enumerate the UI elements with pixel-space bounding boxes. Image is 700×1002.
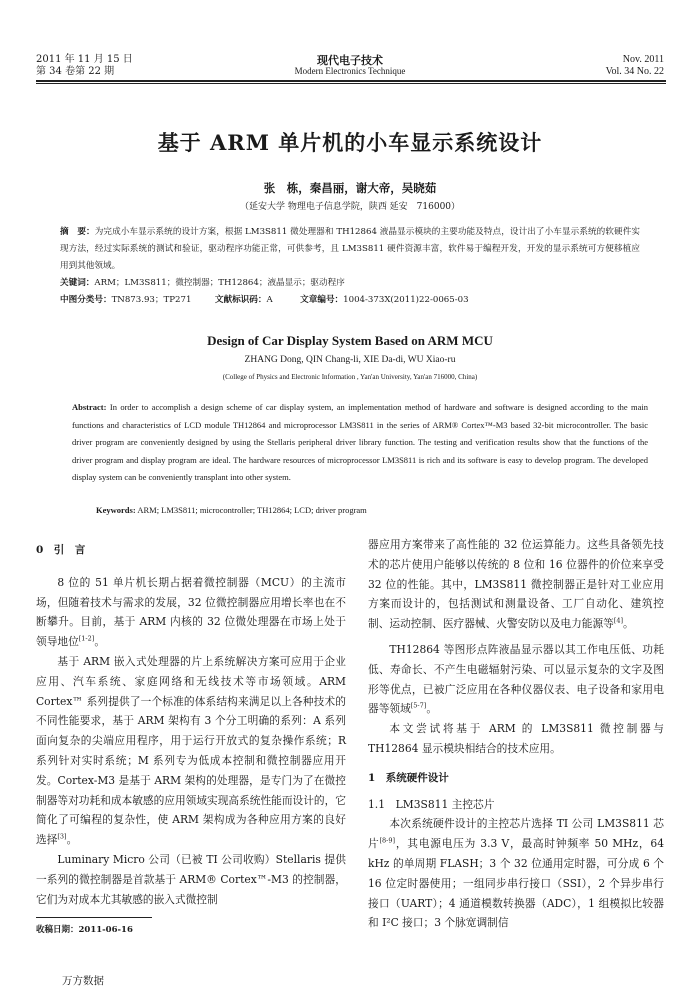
section-heading-hardware: 1 系统硬件设计 (368, 771, 449, 784)
left-column (36, 541, 346, 909)
paragraph-chip: 本次系统硬件设计的主控芯片选择 TI 公司 LM3S811 芯片[8-9]，其电源电压为 3.3 V，最高时钟频率 50 MHz，64 kHz 的单周期 FLASH；3 个 32 位通用定时器，可分成 6 个 16 位定时器使用；一组同步串行接口（SSI），2 个异步串行接口（UART）；4 通道模数转换器（ADC），1 组模拟比较器和 I²C 接口；3 个脉宽调制信 (368, 817, 664, 930)
watermark-footer: 万方数据 (62, 975, 104, 987)
citation-ref: [5-7] (410, 701, 427, 710)
classification-line (60, 293, 660, 305)
subsection-heading-chip: 1.1 LM3S811 主控芯片 (368, 797, 495, 811)
journal-name-en: Modern Electronics Technique (294, 66, 406, 76)
footnote-rule (36, 917, 152, 918)
keywords-en-text: ARM; LM3S811; microcontroller; TH12864; LCD; driver program (135, 505, 367, 515)
keywords-en-label: Keywords: (96, 505, 136, 515)
paragraph-intro-3: Luminary Micro 公司（已被 TI 公司收购）Stellaris 提供一系列的微控制器是首款基于 ARM® Cortex™-M3 的控制器，它们为对成本尤其敏感的嵌入式微控制 (36, 852, 346, 906)
keywords-cn-label: 关键词： (60, 278, 95, 288)
paragraph-intro-2: 基于 ARM 嵌入式处理器的片上系统解决方案可应用于企业应用、汽车系统、家庭网络和无线技术等市场领域。ARM Cortex™ 系列提供了一个标准的体系结构来满足以上各种技术的不同性能要求，基于 ARM 架构有 3 个分工明确的系列：A 系列面向复杂的尖端应用程序，用于运行开放式的复杂操作系统；R 系列针对实时系统；M 系列专为低成本控制和微控制器应用开发。Cortex-M3 是基于 ARM 架构的处理器，是专门为了在微控制器等对功耗和成本敏感的应用领域实现高系统性能而设计的，它简化了可编程的复杂性，使 ARM 架构成为各种应用方案的良好选择[3]。 (36, 654, 346, 847)
article-number-value: 1004-373X(2011)22-0065-03 (343, 295, 469, 305)
section-heading-intro: 0 引 言 (36, 544, 86, 556)
journal-name-cn: 现代电子技术 (317, 54, 383, 67)
keywords-cn (60, 275, 640, 292)
paper-title-cn: 基于 ARM 单片机的小车显示系统设计 (157, 130, 543, 155)
affiliation-cn: （延安大学 物理电子信息学院，陕西 延安 716000） (239, 202, 461, 212)
header-date: 2011 年 11 月 15 日 (36, 54, 133, 65)
clc-value: TN873.93；TP271 (111, 295, 192, 305)
citation-ref: [4] (613, 616, 624, 625)
abstract-en-text: In order to accomplish a design scheme of car display system, an implementation method of hardware and software is designed according to the main functions and characteristics of LCD module TH12864 and microprocessor LM3S811 in the series of ARM® Cortex™-M3 based 32-bit microcontroller. The basic driver program are conveniently designed by using the Stellaris peripheral driver library function. The testing and verification results show that the functions of the driver program and display program are ideal. The hardware resources of microprocessor LM3S811 is rich and its software is easy to develop program. The developed display system can be conveniently transplant into other system. (72, 402, 648, 483)
header-rule-top (36, 80, 666, 82)
header-volume-en: Vol. 34 No. 22 (605, 66, 664, 77)
paragraph-intro-1: 8 位的 51 单片机长期占据着微控制器（MCU）的主流市场，但随着技术与需求的发展，32 位微控制器应用增长率也在不断攀升。目前，基于 ARM 内核的 32 位微处理器在市场上处于领导地位[1-2]。 (36, 575, 346, 649)
abstract-en-label: Abstract: (72, 402, 107, 412)
received-date: 收稿日期：2011-06-16 (36, 925, 133, 935)
affiliation-en: (College of Physics and Electronic Information , Yan'an University, Yan'an 716000, China) (222, 373, 478, 381)
header-rule-bottom (36, 83, 666, 84)
abstract-cn-label: 摘 要： (60, 227, 95, 237)
clc-label: 中图分类号： (60, 295, 112, 305)
citation-ref: [8-9] (379, 836, 396, 845)
keywords-en (96, 505, 367, 515)
citation-ref: [1-2] (78, 634, 95, 643)
abstract-cn-text: 为完成小车显示系统的设计方案，根据 LM3S811 微处理器和 TH12864 液晶显示模块的主要功能及特点，设计出了小车显示系统的软硬件实现方法，经过实际系统的测试和验证，驱动程序功能正常，可供参考，且 LM3S811 硬件资源丰富，软件易于编程开发，开发的显示系统可方便移植应用到其他领域。 (60, 227, 640, 271)
paper-title-en: Design of Car Display System Based on ARM MCU (207, 333, 493, 348)
paragraph-right-1: 器应用方案带来了高性能的 32 位运算能力。这些具备领先技术的芯片使用户能够以传统的 8 位和 16 位器件的价位来享受 32 位的性能。其中，LM3S811 微控制器正是针对工业应用方案而设计的，包括测试和测量设备、工厂自动化、建筑控制、运动控制、医疗器械、火警安防以及电力能源等[4]。 (368, 538, 664, 631)
abstract-cn (60, 224, 640, 275)
header-issue: 第 34 卷第 22 期 (36, 66, 115, 77)
header-date-en: Nov. 2011 (622, 54, 664, 65)
article-number-label: 文章编号： (300, 295, 344, 305)
paragraph-right-3: 本文尝试将基于 ARM 的 LM3S811 微控制器与 TH12864 显示模块相结合的技术应用。 (368, 722, 664, 755)
doc-code-value: A (266, 295, 273, 305)
paragraph-right-2: TH12864 等图形点阵液晶显示器以其工作电压低、功耗低、寿命长、不产生电磁辐射污染、可以显示复杂的文字及图形等优点，已被广泛应用在各种仪器仪表、电子设备和家用电器等领域[5-7]。 (368, 642, 664, 716)
citation-ref: [3] (57, 832, 67, 841)
authors-cn: 张 栋，秦昌丽，谢大帝，吴晓茹 (263, 181, 437, 195)
keywords-cn-text: ARM；LM3S811；微控制器；TH12864；液晶显示；驱动程序 (94, 278, 345, 288)
doc-code-label: 文献标识码： (214, 295, 267, 305)
right-column (368, 535, 664, 933)
abstract-en (72, 399, 648, 487)
authors-en: ZHANG Dong, QIN Chang-li, XIE Da-di, WU Xiao-ru (244, 355, 456, 365)
